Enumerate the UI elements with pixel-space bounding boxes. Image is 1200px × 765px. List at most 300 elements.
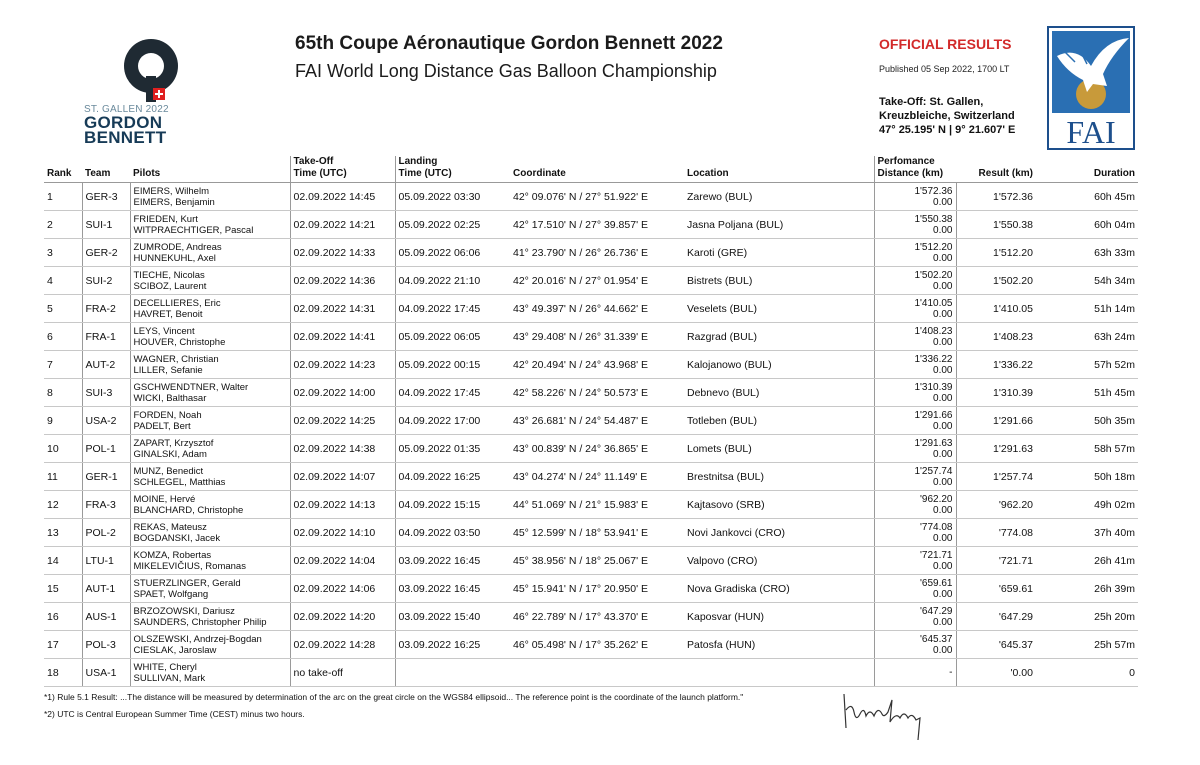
distance-value: '645.37 [920,633,953,645]
table-row [44,603,1138,631]
penalty-value: 0.00 [933,560,953,572]
pilots-cell [130,631,290,659]
duration-cell: 54h 34m [1036,267,1138,295]
pilot-2: HAVRET, Benoit [133,308,203,320]
result-cell: 1'310.39 [956,379,1036,407]
result-cell: 1'502.20 [956,267,1036,295]
col-result: Result (km) [956,156,1036,183]
distance-value: '721.71 [920,549,953,561]
location-cell: Brestnitsa (BUL) [684,463,874,491]
result-cell: 1'550.38 [956,211,1036,239]
distance-cell [874,351,956,379]
duration-cell: 57h 52m [1036,351,1138,379]
landing-cell: 04.09.2022 17:45 [395,295,510,323]
duration-cell: 37h 40m [1036,519,1138,547]
penalty-value: 0.00 [933,476,953,488]
pilot-1: FRIEDEN, Kurt [133,213,198,225]
coordinate-cell: 46° 05.498' N / 17° 35.262' E [510,631,684,659]
team-cell: POL-2 [82,519,130,547]
coordinate-cell: 43° 26.681' N / 24° 54.487' E [510,407,684,435]
duration-cell: 25h 57m [1036,631,1138,659]
distance-cell [874,463,956,491]
pilots-cell [130,519,290,547]
takeoff-line2: Kreuzbleiche, Switzerland [879,110,1015,122]
penalty-value: 0.00 [933,448,953,460]
location-cell: Nova Gradiska (CRO) [684,575,874,603]
col-location: Location [684,156,874,183]
team-cell: GER-3 [82,183,130,211]
distance-value: 1'291.66 [914,409,953,421]
logo-name [84,115,166,145]
distance-cell [874,631,956,659]
pilot-1: LEYS, Vincent [133,325,195,337]
duration-cell: 58h 57m [1036,435,1138,463]
takeoff-cell: no take-off [290,659,395,687]
takeoff-cell: 02.09.2022 14:10 [290,519,395,547]
distance-value: '659.61 [920,577,953,589]
distance-cell [874,323,956,351]
team-cell: SUI-3 [82,379,130,407]
penalty-value: 0.00 [933,364,953,376]
pilots-cell [130,239,290,267]
landing-cell [395,659,510,687]
result-cell: 1'572.36 [956,183,1036,211]
logo-name-line1: GORDON [84,113,163,132]
distance-value: 1'336.22 [914,353,953,365]
result-cell: 1'410.05 [956,295,1036,323]
takeoff-cell: 02.09.2022 14:28 [290,631,395,659]
pilots-cell [130,295,290,323]
duration-cell: 49h 02m [1036,491,1138,519]
rank-cell: 1 [44,183,82,211]
landing-cell: 03.09.2022 15:40 [395,603,510,631]
location-cell: Debnevo (BUL) [684,379,874,407]
landing-cell: 04.09.2022 17:00 [395,407,510,435]
duration-cell: 50h 35m [1036,407,1138,435]
distance-cell [874,659,956,687]
rank-cell: 7 [44,351,82,379]
rank-cell: 17 [44,631,82,659]
col-team: Team [82,156,130,183]
distance-value: 1'512.20 [914,241,953,253]
coordinate-cell: 42° 20.494' N / 24° 43.968' E [510,351,684,379]
distance-value: 1'502.20 [914,269,953,281]
landing-cell: 04.09.2022 21:10 [395,267,510,295]
pilot-1: GSCHWENDTNER, Walter [133,381,249,393]
landing-cell: 04.09.2022 03:50 [395,519,510,547]
team-cell: GER-1 [82,463,130,491]
duration-cell: 26h 39m [1036,575,1138,603]
distance-cell [874,519,956,547]
rank-cell: 15 [44,575,82,603]
table-row [44,323,1138,351]
takeoff-cell: 02.09.2022 14:21 [290,211,395,239]
table-row [44,267,1138,295]
distance-value: '774.08 [920,521,953,533]
col-distance: Perfomance Distance (km) [874,156,956,183]
landing-cell: 05.09.2022 06:05 [395,323,510,351]
pilot-2: HOUVER, Christophe [133,336,226,348]
landing-cell: 03.09.2022 16:45 [395,575,510,603]
location-cell: Zarewo (BUL) [684,183,874,211]
coordinate-cell: 45° 38.956' N / 18° 25.067' E [510,547,684,575]
pilot-2: SAUNDERS, Christopher Philip [133,616,267,628]
distance-value: '647.29 [920,605,953,617]
team-cell: AUT-1 [82,575,130,603]
takeoff-cell: 02.09.2022 14:07 [290,463,395,491]
coordinate-cell: 42° 58.226' N / 24° 50.573' E [510,379,684,407]
logo-subtitle: ST. GALLEN 2022 [84,104,169,115]
table-row [44,659,1138,687]
duration-cell: 26h 41m [1036,547,1138,575]
pilot-1: BRZOZOWSKI, Dariusz [133,605,235,617]
table-row [44,463,1138,491]
result-cell: 1'336.22 [956,351,1036,379]
result-cell: '721.71 [956,547,1036,575]
pilot-2: SULLIVAN, Mark [133,672,206,684]
pilots-cell [130,575,290,603]
distance-cell [874,379,956,407]
distance-cell [874,267,956,295]
col-landing: Landing Time (UTC) [395,156,510,183]
table-row [44,547,1138,575]
pilot-1: DECELLIERES, Eric [133,297,221,309]
table-row [44,631,1138,659]
rank-cell: 12 [44,491,82,519]
pilot-2: SCIBOZ, Laurent [133,280,207,292]
pilot-1: WAGNER, Christian [133,353,219,365]
takeoff-cell: 02.09.2022 14:23 [290,351,395,379]
takeoff-cell: 02.09.2022 14:31 [290,295,395,323]
rank-cell: 14 [44,547,82,575]
pilots-cell [130,407,290,435]
takeoff-line3: 47° 25.195' N | 9° 21.607' E [879,124,1016,136]
table-row [44,211,1138,239]
duration-cell: 63h 33m [1036,239,1138,267]
location-cell: Kajtasovo (SRB) [684,491,874,519]
takeoff-cell: 02.09.2022 14:00 [290,379,395,407]
result-cell: '645.37 [956,631,1036,659]
team-cell: FRA-3 [82,491,130,519]
pilot-2: LILLER, Sefanie [133,364,203,376]
coordinate-cell: 43° 29.408' N / 26° 31.339' E [510,323,684,351]
coordinate-cell: 41° 23.790' N / 26° 26.736' E [510,239,684,267]
team-cell: AUT-2 [82,351,130,379]
pilot-2: GINALSKI, Adam [133,448,207,460]
takeoff-cell: 02.09.2022 14:45 [290,183,395,211]
pilot-1: STUERZLINGER, Gerald [133,577,241,589]
duration-cell: 60h 04m [1036,211,1138,239]
table-row [44,575,1138,603]
coordinate-cell: 43° 04.274' N / 24° 11.149' E [510,463,684,491]
distance-value: - [949,667,953,678]
team-cell: GER-2 [82,239,130,267]
distance-cell [874,575,956,603]
table-row [44,295,1138,323]
penalty-value: 0.00 [933,504,953,516]
pilot-1: FORDEN, Noah [133,409,202,421]
table-row [44,519,1138,547]
footnote-1: *1) Rule 5.1 Result: ...The distance will be measured by determination of the arc on the great circle on the WGS84 ellipsoid... The reference point is the coordinate of the launch platform." [44,692,744,702]
location-cell: Valpovo (CRO) [684,547,874,575]
rank-cell: 4 [44,267,82,295]
pilots-cell [130,463,290,491]
page-subtitle: FAI World Long Distance Gas Balloon Championship [295,61,717,81]
location-cell: Novi Jankovci (CRO) [684,519,874,547]
team-cell: FRA-2 [82,295,130,323]
pilot-1: OLSZEWSKI, Andrzej-Bogdan [133,633,262,645]
pilots-cell [130,491,290,519]
pilots-cell [130,267,290,295]
pilots-cell [130,323,290,351]
landing-cell: 05.09.2022 00:15 [395,351,510,379]
location-cell: Kaposvar (HUN) [684,603,874,631]
coordinate-cell [510,659,684,687]
distance-cell [874,183,956,211]
coordinate-cell: 44° 51.069' N / 21° 15.983' E [510,491,684,519]
result-cell: 1'291.66 [956,407,1036,435]
result-cell: '647.29 [956,603,1036,631]
landing-cell: 04.09.2022 17:45 [395,379,510,407]
penalty-value: 0.00 [933,336,953,348]
distance-cell [874,407,956,435]
pilot-2: WICKI, Balthasar [133,392,207,404]
rank-cell: 6 [44,323,82,351]
rank-cell: 5 [44,295,82,323]
pilot-2: PADELT, Bert [133,420,191,432]
team-cell: SUI-2 [82,267,130,295]
duration-cell: 25h 20m [1036,603,1138,631]
page-title: 65th Coupe Aéronautique Gordon Bennett 2022 [295,33,723,54]
published-date: Published 05 Sep 2022, 1700 LT [879,64,1010,74]
landing-cell: 05.09.2022 06:06 [395,239,510,267]
result-cell: 1'291.63 [956,435,1036,463]
rank-cell: 3 [44,239,82,267]
takeoff-cell: 02.09.2022 14:33 [290,239,395,267]
table-row [44,379,1138,407]
pilots-cell [130,603,290,631]
distance-cell [874,491,956,519]
distance-value: 1'410.05 [914,297,953,309]
location-cell [684,659,874,687]
landing-cell: 04.09.2022 15:15 [395,491,510,519]
col-rank: Rank [44,156,82,183]
location-cell: Bistrets (BUL) [684,267,874,295]
pilots-cell [130,183,290,211]
team-cell: FRA-1 [82,323,130,351]
logo-name-line2: BENNETT [84,128,167,147]
col-coordinate: Coordinate [510,156,684,183]
distance-cell [874,239,956,267]
pilots-cell [130,211,290,239]
distance-value: 1'291.63 [914,437,953,449]
rank-cell: 13 [44,519,82,547]
landing-cell: 05.09.2022 02:25 [395,211,510,239]
pilot-1: WHITE, Cheryl [133,661,197,673]
footnote-2: *2) UTC is Central European Summer Time (CEST) minus two hours. [44,709,305,719]
penalty-value: 0.00 [933,644,953,656]
team-cell: AUS-1 [82,603,130,631]
pilot-1: MOINE, Hervé [133,493,196,505]
takeoff-cell: 02.09.2022 14:38 [290,435,395,463]
distance-cell [874,603,956,631]
duration-cell: 0 [1036,659,1138,687]
location-cell: Razgrad (BUL) [684,323,874,351]
takeoff-cell: 02.09.2022 14:41 [290,323,395,351]
penalty-value: 0.00 [933,280,953,292]
pilot-1: ZAPART, Krzysztof [133,437,214,449]
coordinate-cell: 42° 17.510' N / 27° 39.857' E [510,211,684,239]
pilot-2: BOGDANSKI, Jacek [133,532,221,544]
takeoff-cell: 02.09.2022 14:36 [290,267,395,295]
duration-cell: 51h 45m [1036,379,1138,407]
pilots-cell [130,435,290,463]
table-row [44,183,1138,211]
penalty-value: 0.00 [933,616,953,628]
distance-value: 1'310.39 [914,381,953,393]
location-cell: Jasna Poljana (BUL) [684,211,874,239]
pilots-cell [130,351,290,379]
duration-cell: 63h 24m [1036,323,1138,351]
table-row [44,239,1138,267]
pilots-cell [130,659,290,687]
location-cell: Veselets (BUL) [684,295,874,323]
official-results-label: OFFICIAL RESULTS [879,36,1012,52]
rank-cell: 8 [44,379,82,407]
duration-cell: 50h 18m [1036,463,1138,491]
team-cell: POL-1 [82,435,130,463]
distance-value: 1'257.74 [914,465,953,477]
coordinate-cell: 45° 15.941' N / 17° 20.950' E [510,575,684,603]
takeoff-cell: 02.09.2022 14:25 [290,407,395,435]
rank-cell: 11 [44,463,82,491]
coordinate-cell: 42° 20.016' N / 27° 01.954' E [510,267,684,295]
location-cell: Totleben (BUL) [684,407,874,435]
takeoff-line1: Take-Off: St. Gallen, [879,96,984,108]
pilot-2: SCHLEGEL, Matthias [133,476,226,488]
pilot-2: HUNNEKUHL, Axel [133,252,216,264]
coordinate-cell: 46° 22.789' N / 17° 43.370' E [510,603,684,631]
team-cell: LTU-1 [82,547,130,575]
pilot-2: CIESLAK, Jaroslaw [133,644,217,656]
landing-cell: 05.09.2022 03:30 [395,183,510,211]
landing-cell: 04.09.2022 16:25 [395,463,510,491]
distance-cell [874,435,956,463]
pilot-2: MIKELEVIČIUS, Romanas [133,560,246,572]
landing-cell: 03.09.2022 16:25 [395,631,510,659]
distance-value: '962.20 [920,493,953,505]
fai-logo-icon [1047,26,1135,150]
penalty-value: 0.00 [933,588,953,600]
distance-cell [874,211,956,239]
takeoff-cell: 02.09.2022 14:13 [290,491,395,519]
takeoff-cell: 02.09.2022 14:20 [290,603,395,631]
gordon-bennett-logo-icon [118,38,184,104]
pilot-2: BLANCHARD, Christophe [133,504,244,516]
result-cell: '962.20 [956,491,1036,519]
col-takeoff: Take-Off Time (UTC) [290,156,395,183]
landing-cell: 05.09.2022 01:35 [395,435,510,463]
signature-icon [838,688,934,744]
coordinate-cell: 42° 09.076' N / 27° 51.922' E [510,183,684,211]
penalty-value: 0.00 [933,308,953,320]
location-cell: Lomets (BUL) [684,435,874,463]
location-cell: Patosfa (HUN) [684,631,874,659]
penalty-value: 0.00 [933,224,953,236]
location-cell: Kalojanowo (BUL) [684,351,874,379]
duration-cell: 60h 45m [1036,183,1138,211]
team-cell: USA-1 [82,659,130,687]
pilot-1: KOMZA, Robertas [133,549,212,561]
result-cell: 1'257.74 [956,463,1036,491]
pilots-cell [130,379,290,407]
pilot-1: REKAS, Mateusz [133,521,207,533]
footnotes [44,689,743,723]
penalty-value: 0.00 [933,196,953,208]
takeoff-cell: 02.09.2022 14:04 [290,547,395,575]
coordinate-cell: 43° 49.397' N / 26° 44.662' E [510,295,684,323]
penalty-value: 0.00 [933,252,953,264]
duration-cell: 51h 14m [1036,295,1138,323]
pilot-2: WITPRAECHTIGER, Pascal [133,224,254,236]
pilot-1: MUNZ, Benedict [133,465,204,477]
distance-cell [874,295,956,323]
col-duration: Duration [1036,156,1138,183]
result-cell: '659.61 [956,575,1036,603]
distance-value: 1'408.23 [914,325,953,337]
table-row [44,351,1138,379]
result-cell: '0.00 [956,659,1036,687]
fai-logo-text: FAI [1066,114,1116,150]
takeoff-info [879,95,1015,137]
rank-cell: 9 [44,407,82,435]
team-cell: POL-3 [82,631,130,659]
distance-value: 1'550.38 [914,213,953,225]
takeoff-cell: 02.09.2022 14:06 [290,575,395,603]
penalty-value: 0.00 [933,392,953,404]
result-cell: 1'512.20 [956,239,1036,267]
pilots-cell [130,547,290,575]
pilot-1: EIMERS, Wilhelm [133,185,209,197]
table-row [44,435,1138,463]
team-cell: USA-2 [82,407,130,435]
team-cell: SUI-1 [82,211,130,239]
table-row [44,407,1138,435]
penalty-value: 0.00 [933,532,953,544]
rank-cell: 16 [44,603,82,631]
table-row [44,491,1138,519]
landing-cell: 03.09.2022 16:45 [395,547,510,575]
coordinate-cell: 43° 00.839' N / 24° 36.865' E [510,435,684,463]
penalty-value: 0.00 [933,420,953,432]
rank-cell: 18 [44,659,82,687]
results-table [44,156,1138,687]
pilot-1: TIECHE, Nicolas [133,269,205,281]
pilot-1: ZUMRODE, Andreas [133,241,222,253]
result-cell: '774.08 [956,519,1036,547]
distance-value: 1'572.36 [914,185,953,197]
pilot-2: SPAET, Wolfgang [133,588,209,600]
pilot-2: EIMERS, Benjamin [133,196,215,208]
coordinate-cell: 45° 12.599' N / 18° 53.941' E [510,519,684,547]
table-header-row [44,156,1138,183]
result-cell: 1'408.23 [956,323,1036,351]
distance-cell [874,547,956,575]
rank-cell: 10 [44,435,82,463]
rank-cell: 2 [44,211,82,239]
location-cell: Karoti (GRE) [684,239,874,267]
col-pilots: Pilots [130,156,290,183]
